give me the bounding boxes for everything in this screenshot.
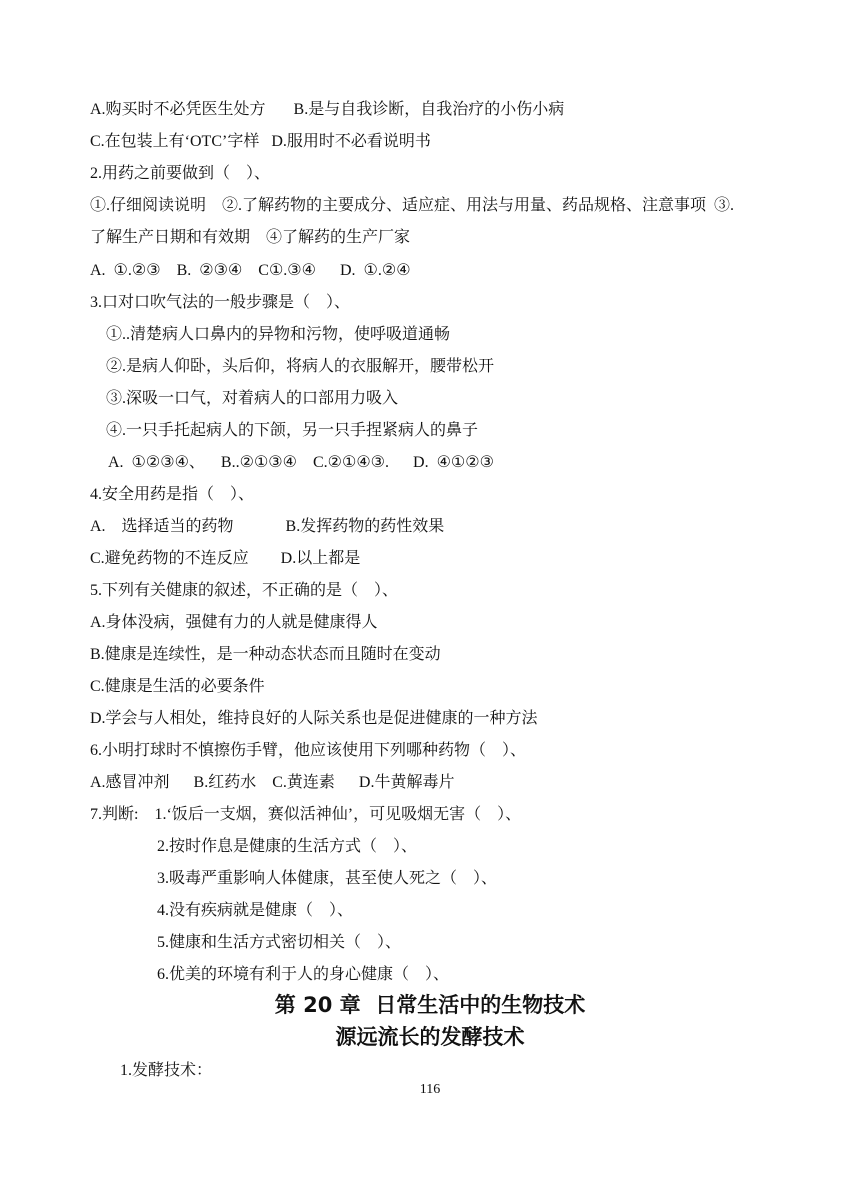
q3-step-3: ③.深吸一口气，对着病人的口部用力吸入 — [106, 390, 399, 407]
q7-item-6: 6.优美的环境有利于人的身心健康（ ）、 — [157, 966, 450, 983]
q2-stem: 2.用药之前要做到（ ）、 — [90, 165, 271, 182]
q1-options-ab: A.购买时不必凭医生处方 B.是与自我诊断，自我治疗的小伤小病 — [90, 101, 565, 118]
chapter-subtitle: 源远流长的发酵技术 — [335, 1025, 525, 1049]
q4-stem: 4.安全用药是指（ ）、 — [90, 486, 255, 503]
q5-option-c: C.健康是生活的必要条件 — [90, 678, 265, 695]
section-item-1: 1.发酵技术： — [120, 1062, 213, 1079]
q2-items-line1: ①.仔细阅读说明 ②.了解药物的主要成分、适应症、用法与用量、药品规格、注意事项 ③. — [90, 197, 735, 214]
chapter-title: 第 20 章 日常生活中的生物技术 — [274, 993, 586, 1017]
q7-item-3: 3.吸毒严重影响人体健康，甚至使人死之（ ）、 — [157, 870, 498, 887]
q3-step-1: ①..清楚病人口鼻内的异物和污物，使呼吸道通畅 — [106, 326, 451, 343]
q3-options: A. ①②③④、 B..②①③④ C.②①④③. D. ④①②③ — [108, 454, 494, 471]
q2-options: A. ①.②③ B. ②③④ C①.③④ D. ①.②④ — [90, 262, 411, 279]
q3-stem: 3.口对口吹气法的一般步骤是（ ）、 — [90, 294, 351, 311]
q6-options: A.感冒冲剂 B.红药水 C.黄连素 D.牛黄解毒片 — [90, 774, 455, 791]
q1-options-cd: C.在包装上有‘OTC’字样 D.服用时不必看说明书 — [90, 133, 431, 150]
q7-item-5: 5.健康和生活方式密切相关（ ）、 — [157, 934, 402, 951]
q5-option-d: D.学会与人相处，维持良好的人际关系也是促进健康的一种方法 — [90, 710, 538, 727]
q7-first: 7.判断: 1.‘饭后一支烟，赛似活神仙’，可见吸烟无害（ ）、 — [90, 806, 522, 823]
q4-options-ab: A. 选择适当的药物 B.发挥药物的药性效果 — [90, 518, 445, 535]
q7-item-4: 4.没有疾病就是健康（ ）、 — [157, 902, 354, 919]
q3-step-2: ②.是病人仰卧，头后仰，将病人的衣服解开，腰带松开 — [106, 358, 495, 375]
q3-step-4: ④.一只手托起病人的下颌，另一只手捏紧病人的鼻子 — [106, 422, 479, 439]
page-number: 116 — [419, 1082, 441, 1097]
q6-stem: 6.小明打球时不慎擦伤手臂，他应该使用下列哪种药物（ ）、 — [90, 742, 527, 759]
q5-option-b: B.健康是连续性，是一种动态状态而且随时在变动 — [90, 646, 441, 663]
q5-stem: 5.下列有关健康的叙述，不正确的是（ ）、 — [90, 582, 399, 599]
q7-item-2: 2.按时作息是健康的生活方式（ ）、 — [157, 838, 418, 855]
q5-option-a: A.身体没病，强健有力的人就是健康得人 — [90, 614, 378, 631]
q4-options-cd: C.避免药物的不连反应 D.以上都是 — [90, 550, 361, 567]
q2-items-line2: 了解生产日期和有效期 ④了解药的生产厂家 — [90, 229, 411, 246]
